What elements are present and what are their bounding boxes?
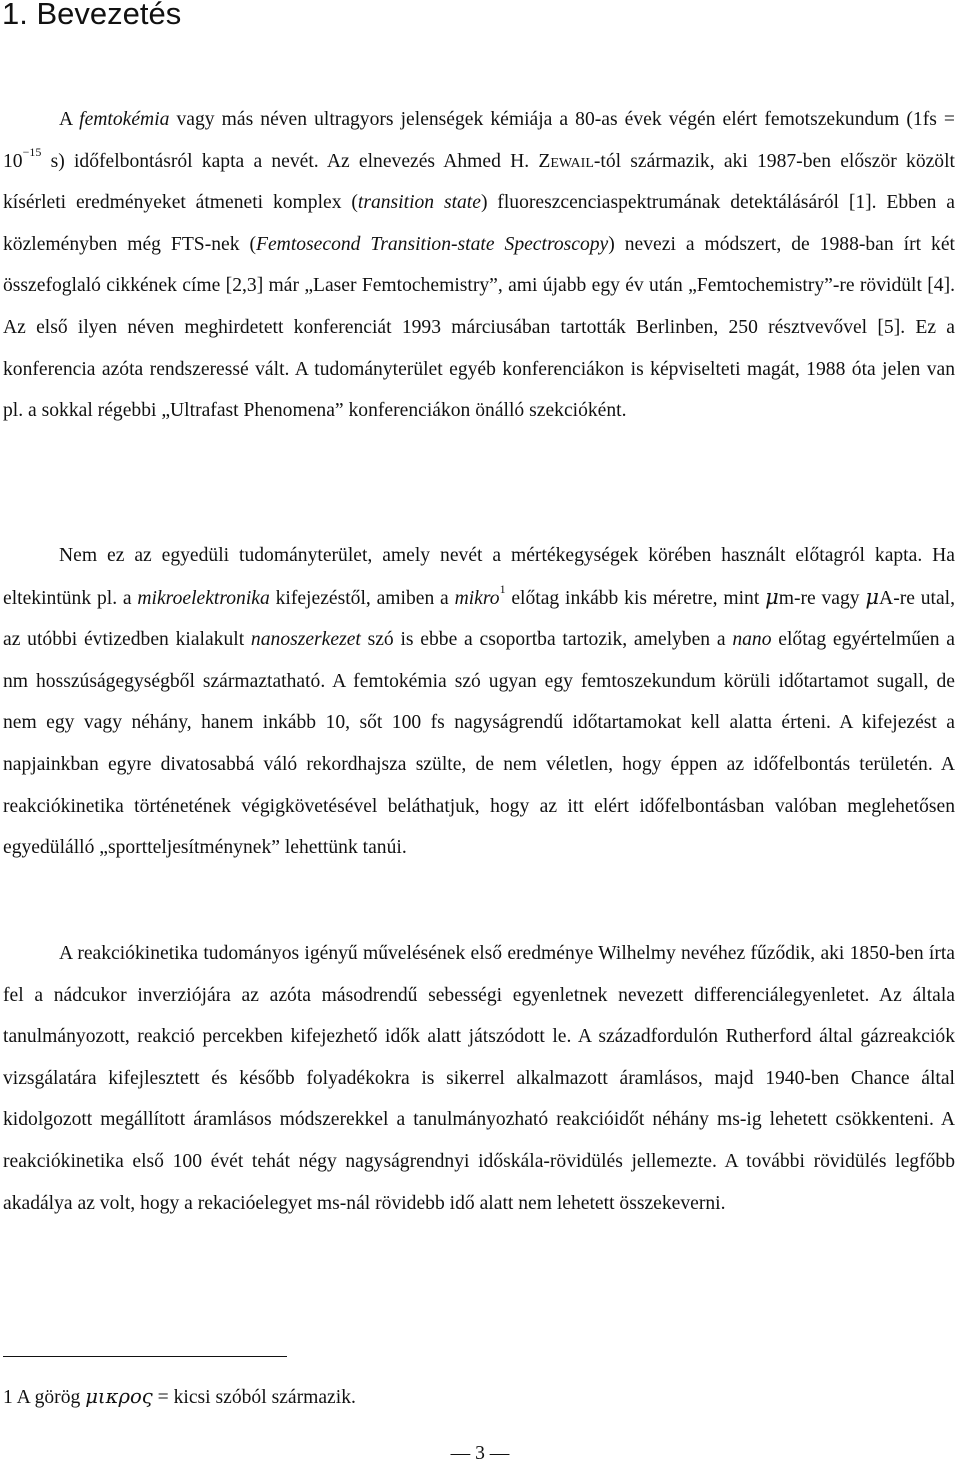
mu-symbol: μ — [865, 584, 880, 609]
page-number: — 3 — — [450, 1443, 510, 1464]
paragraph-femtochemistry-origin: A femtokémia vagy más néven ultragyors jelenségek kémiája a 80-as évek végén elért femotszekundum ($1fs = 10^{-15}$ s) időfelbontásról kapta a nevét. Az elnevezés Ahmed H. Zewail-tól származik, aki 1987-ben először közölt kísérleti eredményeket átmeneti komplex (transition state) fluoreszcenciaspektrumának detektálásáról [1]. Ebben a közleményben még FTS-nek (Femtosecond Transition-state Spectroscopy) nevezi a módszert, de 1988-ban írt két összefoglaló cikkének címe [2,3] már „Laser Femtochemistry”, ami újabb egy év után „Femtochemistry”-re rövidült [4]. Az első ilyen néven meghirdetett konferenciát 1993 márciusában tartották Berlinben, 250 résztvevővel [5]. Ez a konferencia azóta rendszeressé vált. A tudományterület egyéb konferenciákon is képviselteti magát, 1988 óta jelen van pl. a sokkal régebbi „Ultrafast Phenomena” konferenciákon önálló szekcióként. — [3, 109, 955, 422]
footnote: 1 A görög μικρος = kicsi szóból származik. — [3, 1385, 356, 1408]
footnote-ref: 1 — [499, 582, 506, 597]
exponent: −15 — [22, 145, 42, 160]
paragraph-kinetics-history: A reakciókinetika tudományos igényű művelésének első eredménye Wilhelmy nevéhez fűződik, aki 1850-ben írta fel a nádcukor inverziójára az azóta másodrendű sebességi egyenletnek nevezett differenciálegyenletet. Az általa tanulmányozott, reakció percekben kifejezhető idők alatt játszódott le. A századfordulón Rutherford által gázreakciók vizsgálatára kifejlesztett és később folyadékokra is sikerrel alkalmazott áramlásos, majd 1940-ben Chance által kidolgozott megállított áramlásos módszerekkel a tanulmányozható reakcióidőt néhány ms-ig lehetett csökkenteni. A reakciókinetika első 100 évét tehát négy nagyságrendnyi időskála-rövidülés jellemezte. A további rövidülés legfőbb akadálya az volt, hogy a rekacióelegyet ms-nál rövidebb idő alatt nem lehetett összekeverni. — [3, 943, 955, 1214]
footnote-divider — [3, 1356, 287, 1357]
section-heading: 1. Bevezetés — [2, 0, 182, 31]
term-femtokemia: femtokémia — [79, 109, 170, 130]
mu-symbol: μ — [765, 584, 779, 609]
paragraph-unit-prefixes: Nem ez az egyedüli tudományterület, amely nevét a mértékegységek körében használt előtagról kapta. Ha eltekintünk pl. a mikroelektronika kifejezéstől, amiben a mikro$^1$ előtag inkább kis méretre, mint μm-re vagy μA-re utal, az utóbbi évtizedben kialakult nanoszerkezet szó is ebbe a csoportba tartozik, amelyben a nano előtag egyértelműen a nm hosszúságegységből származtatható. A femtokémia szó ugyan egy femtoszekundum körüli időtartamot sugall, de nem egy vagy néhány, hanem inkább 10, sőt 100 fs nagyságrendű időtartamokat kell alatta érteni. A kifejezést a napjainkban egyre divatosabbá váló rekordhajsza szülte, de nem véletlen, hogy éppen az időfelbontás területén. A reakciókinetika történetének végigkövetésével beláthatjuk, hogy az itt elért időfelbontásban valóban meglehetősen egyedülálló „sportteljesítménynek” lehettünk tanúi. — [3, 545, 956, 859]
author-name: Zewail — [538, 150, 594, 172]
